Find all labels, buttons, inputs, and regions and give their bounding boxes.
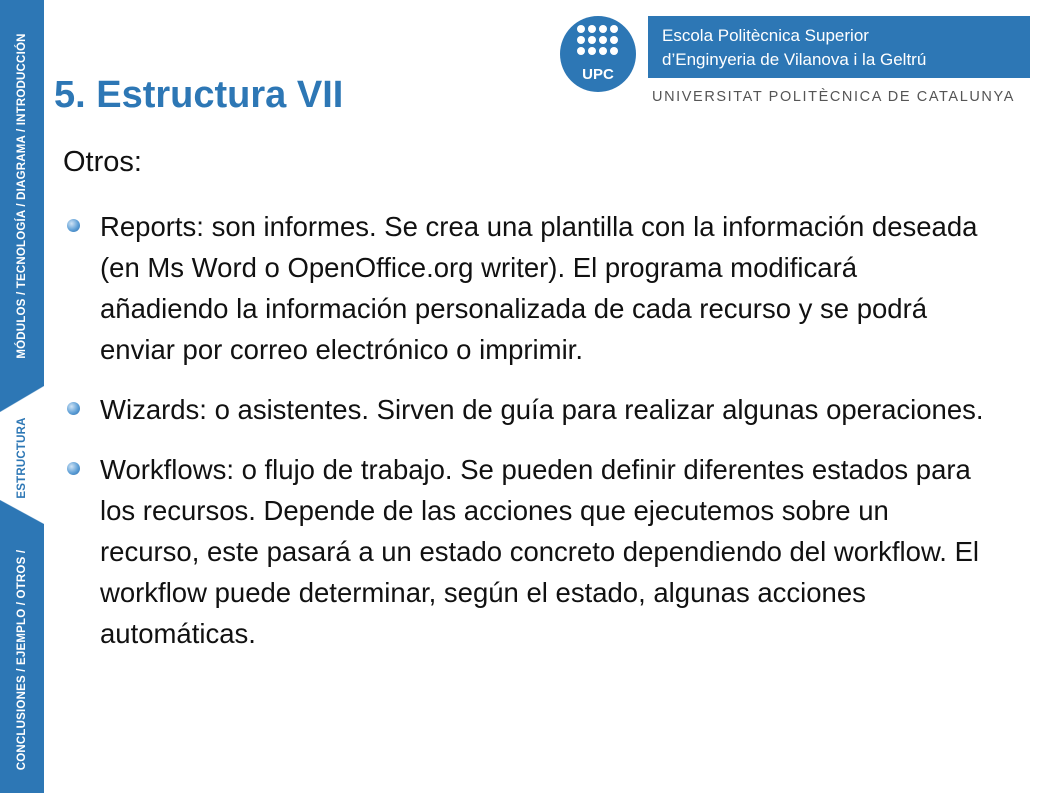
upc-logo-dots xyxy=(577,25,619,55)
nav-label-remaining-sections: CONCLUSIONES / EJEMPLO / OTROS / xyxy=(16,549,28,771)
bullet-list xyxy=(62,206,992,673)
slide-subtitle: Otros: xyxy=(63,146,142,178)
bullet-text: Reports: son informes. Se crea una plantilla con la información deseada (en Ms Word o OpenOffice.org writer). El programa modificará añadiendo la información personalizada de cada recurso y se podrá enviar por correo electrónico o imprimir. xyxy=(100,211,978,365)
school-name-line2: d’Enginyeria de Vilanova i la Geltrú xyxy=(662,50,927,69)
nav-label-upcoming-sections: MÓDULOS / TECNOLOGÍA / DIAGRAMA / INTRODUCCIÓN xyxy=(16,33,28,359)
upc-logo xyxy=(560,16,636,92)
bullet-dot-icon xyxy=(67,462,80,475)
upc-logo-text: UPC xyxy=(582,66,614,83)
university-name: UNIVERSITAT POLITÈCNICA DE CATALUNYA xyxy=(652,89,1015,105)
bullet-item-workflows xyxy=(62,449,992,654)
bullet-item-reports xyxy=(62,206,992,370)
bullet-dot-icon xyxy=(67,219,80,232)
bullet-item-wizards xyxy=(62,389,992,430)
bullet-dot-icon xyxy=(67,402,80,415)
nav-notch-top xyxy=(0,386,44,412)
school-name-box xyxy=(648,16,1030,78)
nav-label-current-section: ESTRUCTURA xyxy=(16,417,28,499)
bullet-text: Workflows: o flujo de trabajo. Se pueden definir diferentes estados para los recursos. Depende de las acciones que ejecutemos sobre un recurso, este pasará a un estado concreto dependiendo del workflow. El workflow puede determinar, según el estado, algunas acciones automáticas. xyxy=(100,454,980,649)
section-nav-band xyxy=(0,0,44,793)
slide-title: 5. Estructura VII xyxy=(54,74,344,116)
bullet-text: Wizards: o asistentes. Sirven de guía para realizar algunas operaciones. xyxy=(100,394,984,425)
nav-notch-bottom xyxy=(0,500,44,524)
school-name-line1: Escola Politècnica Superior xyxy=(662,26,869,45)
